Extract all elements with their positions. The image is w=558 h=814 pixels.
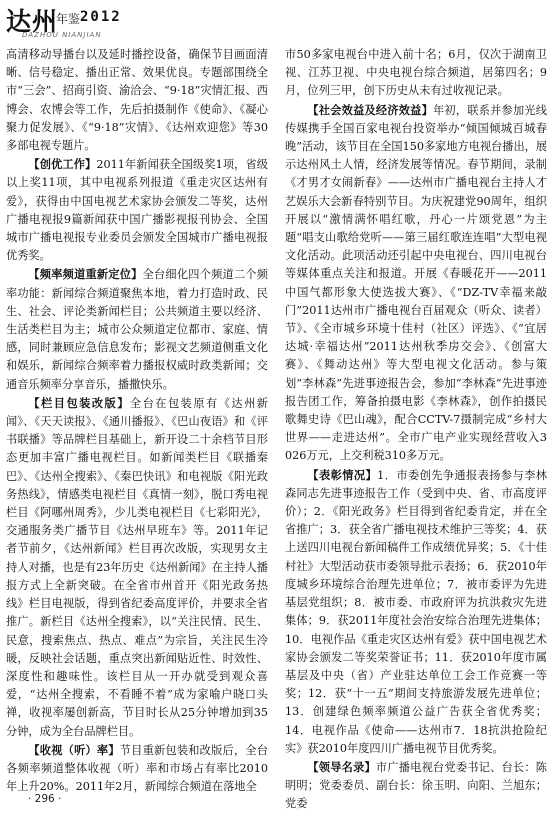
left-column <box>6 46 268 796</box>
yearbook-pinyin: DAZHOU NIANJIAN <box>22 31 102 39</box>
right-column <box>285 46 547 814</box>
section-ratings <box>6 741 268 797</box>
section-body: 2011年新闻获全国级奖1项，省级以上奖11项，其中电视系列报道《重走灾区达州有爱》，获得由中国电视艺术家协会颁发二等奖，达州广播电视报9篇新闻获中国广播影视报刊协会、全国城市广播电视报专业委员会颁发全国城市广播电视报优秀奖。 <box>6 158 268 263</box>
section-heading: 【领导名录】 <box>307 759 376 774</box>
paragraph-continued: 高清移动导播台以及延时播控设备，确保节目画面清晰、信号稳定、播出正常、效果优良。专题部围绕全市“三会”、招商引资、渝洽会、“9·18”灾情汇报、西博会、农博会等工作，先后拍摄制作《使命》、《凝心聚力促发展》、《“9·18”灾情》、《达州欢迎您》等30多部电视专题片。 <box>6 48 268 153</box>
section-commendations <box>285 466 547 758</box>
section-body: 1．市委创先争通报表扬参与李林森同志先进事迹报告工作（受到中央、省、市高度评价）；2．《阳光政务》栏目得到省纪委肯定，并在全省推广；3．获全省广播电视技术维护三等奖；4．获上送四川电视台新闻稿件工作成绩优异奖；5．《十佳村社》大型活动获市委领导批示表扬；6．获2010年度城乡环境综合治理先进单位；7．被市委评为先进基层党组织；8．被市委、市政府评为抗洪救灾先进集体；9．获2011年度社会治安综合治理先进集体；10．电视作品《重走灾区达州有爱》获中国电视艺术家协会颁发二等奖荣誉证书；11．获2010年度市属基层及中央（省）产业驻达单位工会工作竞赛一等奖；12．获“十一五”期间支持旅游发展先进单位；13．创建绿色频率频道公益广告获全省优秀奖；14．电视作品《使命——达州市7．18抗洪抢险纪实》获2010年度四川广播电视节目优秀奖。 <box>285 468 547 755</box>
page-number: · 296 · <box>28 793 62 805</box>
yearbook-subtitle: 年鉴 <box>56 12 81 26</box>
page-header <box>0 0 558 46</box>
section-heading: 【表彰情况】 <box>307 467 378 482</box>
section-body: 市广播电视台党委书记、台长：陈明明；党委委员、副台长：徐玉明、向阳、兰旭东；党委 <box>285 760 547 811</box>
yearbook-title: 达州 <box>6 7 59 36</box>
section-heading: 【创优工作】 <box>28 157 97 172</box>
section-body: 全台细化四个频道二个频率功能：新闻综合频道聚焦本地，着力打造时政、民生、社会、评论类新闻栏目；公共频道主要以经济、生活类栏目为主；城市公众频道定位都市、家庭、情感，同时兼顾应急信息发布；影视文艺频道侧重文化和娱乐，新闻综合频率着力播报权威时政类新闻；交通音乐频率分享音乐，播撒快乐。 <box>6 268 268 391</box>
section-heading: 【收视（听）率】 <box>28 742 120 757</box>
yearbook-year: 2012 <box>80 9 122 25</box>
section-leadership <box>285 758 547 814</box>
section-heading: 【栏目包装改版】 <box>28 395 130 410</box>
section-heading: 【社会效益及经济效益】 <box>307 102 434 117</box>
section-social-economic <box>285 101 547 466</box>
section-awards <box>6 155 268 265</box>
section-program-revamp <box>6 394 268 741</box>
section-body: 年初，联系并参加光线传媒携手全国百家电视台投资举办“倾国倾城百城春晚”活动，该节目在全国150多家地方电视台播出，展示达州风土人情，经济发展等情况。春节期间，录制《才男才女闹新春》——达州市广播电视台主持人才艺娱乐大会新春特别节目。为庆祝建党90周年，组织开展以“激情满怀唱红歌，丹心一片颂党恩”为主题“唱支山歌给党听——第三届红歌连连唱”大型电视文化活动。此项活动还引起中央电视台、四川电视台等媒体重点关注和报道。开展《春暖花开——2011中国气都形象大使选拔大赛》、《“DZ-TV幸福来敲门”2011达州市广播电视台百届观众（听众、读者）节》、《全市城乡环境十佳村（社区）评选》、《“宜居达城·幸福达州”2011达州秋季房交会》、《创富大赛》、《舞动达州》等大型电视文化活动。参与策划“李林森”先进事迹报告会，参加“李林森”先进事迹报告团工作，筹备拍摄电影《李林森》，创作拍摄民歌舞史诗《巴山魂》，配合CCTV-7摄制完成“乡村大世界——走进达州”。全市广电产业实现经营收入3 026万元，上交利税310多万元。 <box>285 103 548 463</box>
section-channel-repositioning <box>6 265 268 393</box>
section-body: 全台在包装原有《达州新闻》、《天天读报》、《通川播报》、《巴山夜语》和《评书联播》等品牌栏目基础上，新开设二十余档节目形态更加丰富广播电视栏目。如新闻类栏目《联播秦巴》、《达州全搜索》、《秦巴快讯》和电视版《阳光政务热线》，情感类电视栏目《真情一刻》，脱口秀电视栏目《阿哪州周秀》，少儿类电视栏目《七彩阳光》，交通服务类广播节目《达州早班车》等。2011年记者节前夕，《达州新闻》栏目再次改版，实现男女主持人对播，也是有23年历史《达州新闻》在主持人播报方式上全新突破。在全省市州首开《阳光政务热线》栏目电视版，得到省纪委高度评价，并要求全省推广。新栏目《达州全搜索》，以“关注民情、民生、民意，搜索焦点、热点、难点”为宗旨，关注民生冷暖，反映社会话题，重点突出新闻贴近性、时效性、深度性和趣味性。该栏目从一开办就受到观众喜爱，“达州全搜索，不看睡不着”成为家喻户晓口头禅，收视率屡创新高，节目时长从25分钟增加到35分钟，成为全台品牌栏目。 <box>6 396 268 738</box>
paragraph-continued: 市50多家电视台中进入前十名；6月，仅次于湖南卫视、江苏卫视、中央电视台综合频道，居第四名；9月，位列三甲，创下历史从未有过收视记录。 <box>285 48 547 98</box>
section-heading: 【频率频道重新定位】 <box>28 267 143 282</box>
section-body: 节目重新包装和改版后，全台各频率频道整体收视（听）率和市场占有率比2010年上升20%。2011年2月，新闻综合频道在落地全 <box>6 743 268 794</box>
